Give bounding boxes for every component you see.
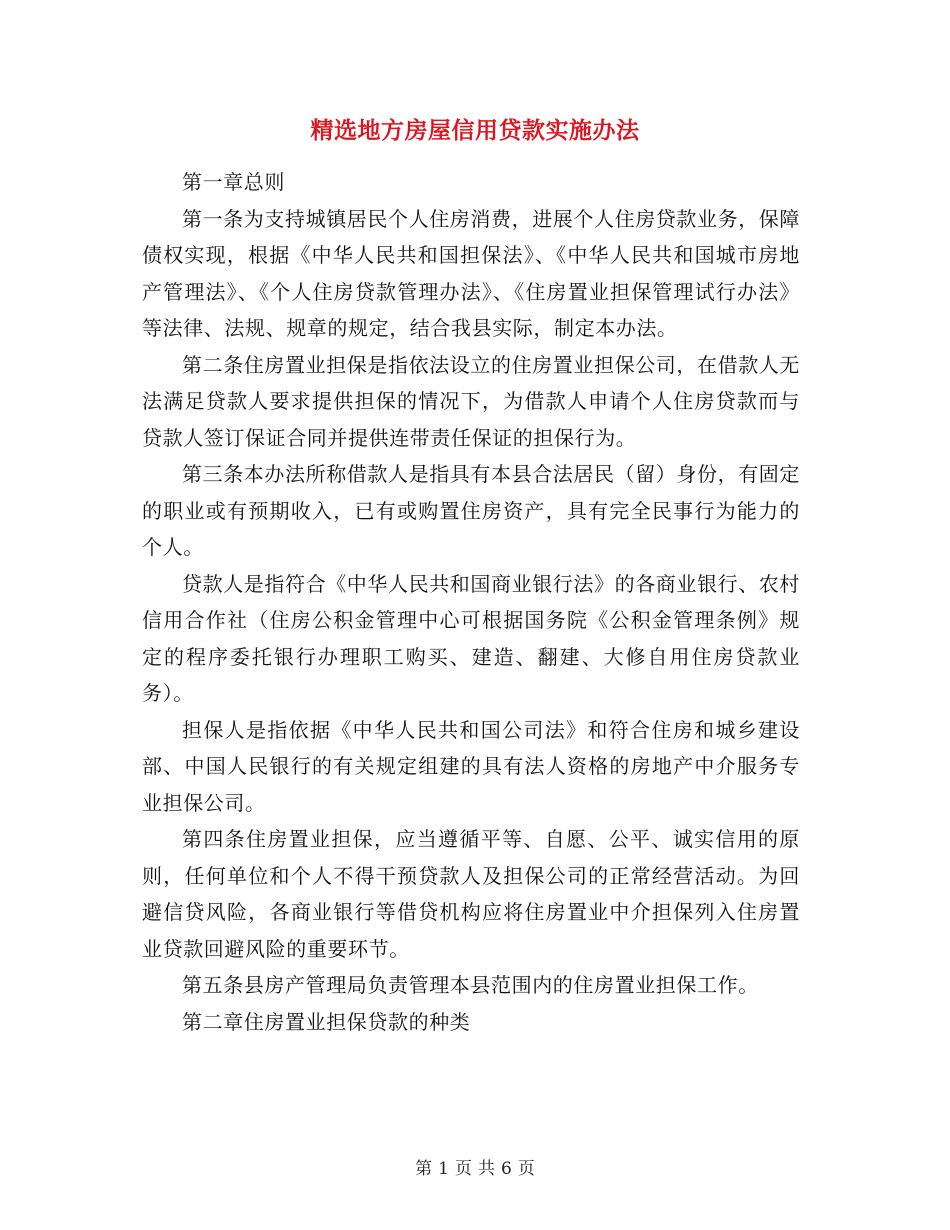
document-body xyxy=(142,164,800,1040)
footer-total-word: 共 xyxy=(478,1159,495,1179)
page-footer xyxy=(0,1154,950,1179)
footer-total-pages: 6 xyxy=(501,1159,512,1179)
footer-prefix: 第 xyxy=(415,1159,433,1179)
article-1-paragraph: 第一条为支持城镇居民个人住房消费，进展个人住房贷款业务，保障债权实现，根据《中华人民共和国担保法》、《中华人民共和国城市房地产管理法》、《个人住房贷款管理办法》、《住房置业担保管理试行办法》等法律、法规、规章的规定，结合我县实际，制定本办法。 xyxy=(142,206,800,340)
article-2-paragraph: 第二条住房置业担保是指依法设立的住房置业担保公司，在借款人无法满足贷款人要求提供担保的情况下，为借款人申请个人住房贷款而与贷款人签订保证合同并提供连带责任保证的担保行为。 xyxy=(142,352,800,450)
article-3-paragraph: 第三条本办法所称借款人是指具有本县合法居民（留）身份，有固定的职业或有预期收入，已有或购置住房资产，具有完全民事行为能力的个人。 xyxy=(142,462,800,559)
footer-suffix: 页 xyxy=(517,1159,535,1179)
footer-page-word: 页 xyxy=(455,1159,472,1179)
document-title: 精选地方房屋信用贷款实施办法 xyxy=(310,117,640,144)
lender-definition-paragraph: 贷款人是指符合《中华人民共和国商业银行法》的各商业银行、农村信用合作社（住房公积金管理中心可根据国务院《公积金管理条例》规定的程序委托银行办理职工购买、建造、翻建、大修自用住房贷款业务）。 xyxy=(142,571,800,705)
chapter-heading-2: 第二章住房置业担保贷款的种类 xyxy=(182,1009,471,1034)
chapter-heading-1: 第一章总则 xyxy=(182,170,285,194)
footer-current-page: 1 xyxy=(438,1159,449,1179)
article-4-paragraph: 第四条住房置业担保，应当遵循平等、自愿、公平、诚实信用的原则，任何单位和个人不得干预贷款人及担保公司的正常经营活动。为回避信贷风险，各商业银行等借贷机构应将住房置业中介担保列入住房置业贷款回避风险的重要环节。 xyxy=(142,827,800,961)
article-5-paragraph: 第五条县房产管理局负责管理本县范围内的住房置业担保工作。 xyxy=(182,973,759,997)
guarantor-definition-paragraph: 担保人是指依据《中华人民共和国公司法》和符合住房和城乡建设部、中国人民银行的有关规定组建的具有法人资格的房地产中介服务专业担保公司。 xyxy=(142,717,800,815)
